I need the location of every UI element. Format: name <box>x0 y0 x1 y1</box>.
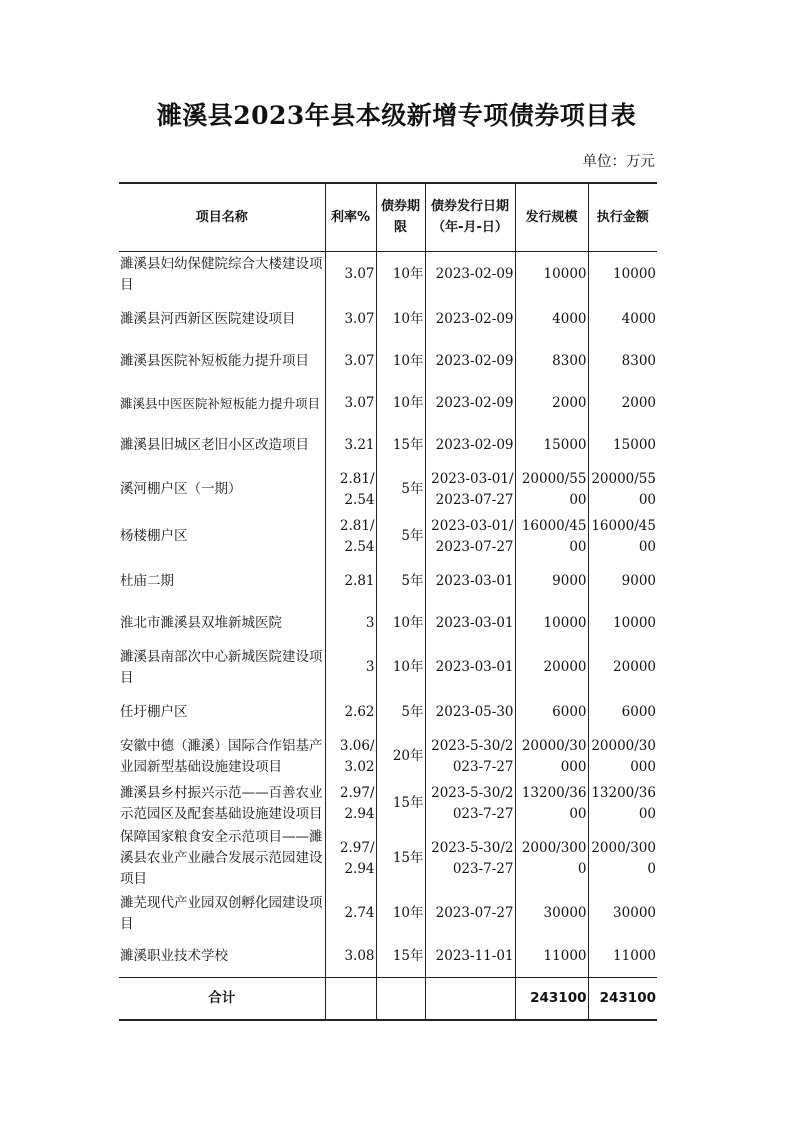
cell-exec: 2000 <box>588 382 657 424</box>
cell-exec: 8300 <box>588 340 657 382</box>
cell-exec: 9000 <box>588 560 657 602</box>
cell-name: 淮北市濉溪县双堆新城医院 <box>120 614 282 631</box>
cell-rate: 3 <box>325 644 376 691</box>
header-issue-date: 债券发行日期（年-月-日） <box>425 183 515 251</box>
cell-name: 濉溪县医院补短板能力提升项目 <box>120 352 309 369</box>
cell-rate <box>325 977 376 1020</box>
cell-term: 10年 <box>376 298 425 340</box>
cell-exec: 6000 <box>588 691 657 733</box>
table-row <box>119 827 657 890</box>
bond-project-table <box>119 182 657 1021</box>
cell-date: 2023-03-01/2023-07-27 <box>425 513 515 560</box>
cell-date: 2023-02-09 <box>425 382 515 424</box>
cell-rate: 3.21 <box>325 424 376 466</box>
cell-rate: 3.07 <box>325 340 376 382</box>
cell-exec: 20000/30000 <box>588 733 657 780</box>
cell-rate: 2.81/2.54 <box>325 513 376 560</box>
cell-date: 2023-03-01 <box>425 560 515 602</box>
cell-name: 濉芜现代产业园双创孵化园建设项目 <box>120 894 323 932</box>
page-title: 濉溪县2023年县本级新增专项债券项目表 <box>156 101 637 130</box>
cell-date: 2023-03-01 <box>425 602 515 644</box>
table-row <box>119 466 657 513</box>
cell-name: 濉溪职业技术学校 <box>120 948 228 965</box>
cell-rate: 3.07 <box>325 298 376 340</box>
cell-name: 濉溪县中医医院补短板能力提升项目 <box>120 395 321 411</box>
table-row <box>119 382 657 424</box>
cell-term: 5年 <box>376 691 425 733</box>
cell-term: 10年 <box>376 890 425 937</box>
cell-term: 5年 <box>376 466 425 513</box>
cell-date: 2023-07-27 <box>425 890 515 937</box>
cell-term: 10年 <box>376 251 425 298</box>
header-term: 债券期限 <box>376 183 425 251</box>
cell-exec: 20000 <box>588 644 657 691</box>
cell-scale: 6000 <box>515 691 588 733</box>
cell-rate: 3.06/3.02 <box>325 733 376 780</box>
cell-scale: 13200/3600 <box>515 780 588 827</box>
table-row <box>119 513 657 560</box>
table-row <box>119 937 657 977</box>
total-label: 合计 <box>119 977 325 1020</box>
cell-rate: 3.07 <box>325 251 376 298</box>
cell-rate: 2.81 <box>325 560 376 602</box>
cell-rate: 2.97/2.94 <box>325 780 376 827</box>
cell-term: 5年 <box>376 560 425 602</box>
cell-rate: 2.97/2.94 <box>325 827 376 890</box>
cell-name: 濉溪县妇幼保健院综合大楼建设项目 <box>120 255 323 293</box>
table-row <box>119 560 657 602</box>
cell-scale: 10000 <box>515 251 588 298</box>
total-scale: 243100 <box>515 977 588 1020</box>
table-row <box>119 691 657 733</box>
table-row <box>119 298 657 340</box>
cell-scale: 2000 <box>515 382 588 424</box>
table-header <box>119 183 657 251</box>
cell-term: 15年 <box>376 780 425 827</box>
cell-rate: 2.62 <box>325 691 376 733</box>
cell-rate: 3 <box>325 602 376 644</box>
cell-name: 濉溪县旧城区老旧小区改造项目 <box>120 436 309 453</box>
cell-date: 2023-05-30 <box>425 691 515 733</box>
cell-rate: 3.08 <box>325 937 376 977</box>
cell-exec: 4000 <box>588 298 657 340</box>
cell-date <box>425 977 515 1020</box>
cell-date: 2023-11-01 <box>425 937 515 977</box>
cell-scale: 20000/5500 <box>515 466 588 513</box>
cell-scale: 30000 <box>515 890 588 937</box>
cell-exec: 16000/4500 <box>588 513 657 560</box>
cell-scale: 4000 <box>515 298 588 340</box>
cell-rate: 2.81/2.54 <box>325 466 376 513</box>
cell-name: 杨楼棚户区 <box>120 528 188 544</box>
cell-scale: 2000/3000 <box>515 827 588 890</box>
table-body <box>119 251 657 1020</box>
table-row <box>119 644 657 691</box>
cell-scale: 11000 <box>515 937 588 977</box>
cell-exec: 11000 <box>588 937 657 977</box>
cell-name: 杜庙二期 <box>120 572 174 589</box>
cell-date: 2023-5-30/2023-7-27 <box>425 780 515 827</box>
cell-date: 2023-03-01 <box>425 644 515 691</box>
cell-name: 安徽中德（濉溪）国际合作铝基产业园新型基础设施建设项目 <box>120 737 323 775</box>
cell-scale: 15000 <box>515 424 588 466</box>
total-row <box>119 977 657 1020</box>
cell-date: 2023-02-09 <box>425 298 515 340</box>
cell-exec: 20000/5500 <box>588 466 657 513</box>
table-row <box>119 602 657 644</box>
cell-date: 2023-5-30/2023-7-27 <box>425 827 515 890</box>
cell-term: 10年 <box>376 602 425 644</box>
cell-scale: 20000 <box>515 644 588 691</box>
cell-name: 任圩棚户区 <box>120 703 188 720</box>
header-exec-amount: 执行金额 <box>588 183 657 251</box>
cell-term <box>376 977 425 1020</box>
header-issue-scale: 发行规模 <box>515 183 588 251</box>
cell-term: 10年 <box>376 340 425 382</box>
cell-scale: 9000 <box>515 560 588 602</box>
table-row <box>119 733 657 780</box>
cell-date: 2023-5-30/2023-7-27 <box>425 733 515 780</box>
cell-exec: 13200/3600 <box>588 780 657 827</box>
cell-name: 濉溪县乡村振兴示范——百善农业示范园区及配套基础设施建设项目 <box>120 784 323 822</box>
table-row <box>119 340 657 382</box>
table-row <box>119 251 657 298</box>
cell-rate: 2.74 <box>325 890 376 937</box>
cell-scale: 16000/4500 <box>515 513 588 560</box>
header-rate: 利率% <box>325 183 376 251</box>
cell-scale: 10000 <box>515 602 588 644</box>
cell-name: 濉溪县南部次中心新城医院建设项目 <box>120 648 323 686</box>
header-project-name: 项目名称 <box>119 183 325 251</box>
cell-name: 濉溪县河西新区医院建设项目 <box>120 310 296 327</box>
cell-date: 2023-03-01/2023-07-27 <box>425 466 515 513</box>
cell-rate: 3.07 <box>325 382 376 424</box>
cell-term: 10年 <box>376 382 425 424</box>
cell-term: 10年 <box>376 644 425 691</box>
cell-term: 15年 <box>376 827 425 890</box>
cell-date: 2023-02-09 <box>425 424 515 466</box>
cell-exec: 30000 <box>588 890 657 937</box>
cell-term: 15年 <box>376 424 425 466</box>
table-row <box>119 780 657 827</box>
cell-date: 2023-02-09 <box>425 251 515 298</box>
table-row <box>119 424 657 466</box>
total-exec: 243100 <box>588 977 657 1020</box>
cell-name: 保障国家粮食安全示范项目——濉溪县农业产业融合发展示范园建设项目 <box>120 829 323 887</box>
cell-exec: 10000 <box>588 251 657 298</box>
unit-label: 单位：万元 <box>582 154 655 170</box>
cell-term: 20年 <box>376 733 425 780</box>
cell-exec: 15000 <box>588 424 657 466</box>
table-row <box>119 890 657 937</box>
cell-name: 溪河棚户区（一期） <box>120 481 242 497</box>
cell-scale: 20000/30000 <box>515 733 588 780</box>
cell-exec: 2000/3000 <box>588 827 657 890</box>
cell-term: 15年 <box>376 937 425 977</box>
cell-scale: 8300 <box>515 340 588 382</box>
cell-exec: 10000 <box>588 602 657 644</box>
cell-date: 2023-02-09 <box>425 340 515 382</box>
cell-term: 5年 <box>376 513 425 560</box>
